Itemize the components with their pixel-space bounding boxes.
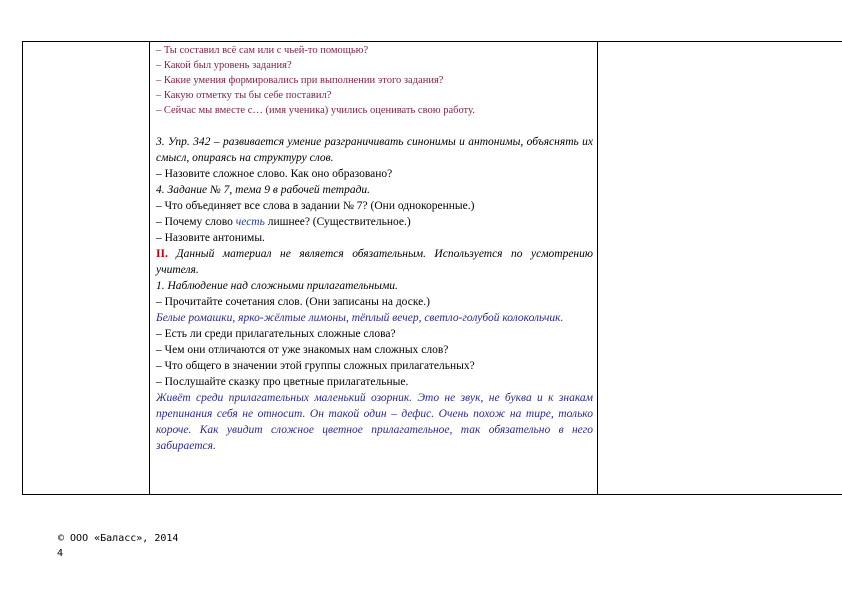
task4-line: – Назовите антонимы. (156, 232, 265, 244)
task3-heading: 3. Упр. 342 – развивается умение разграничивать синонимы и антонимы, объяснять их смысл, опираясь на структуру слов. (156, 136, 593, 164)
reflection-question: – Какую отметку ты бы себе поставил? (156, 90, 332, 101)
highlighted-word: честь (235, 216, 265, 228)
task1-question: – Что общего в значении этой группы сложных прилагательных? (156, 360, 475, 372)
task1-heading: 1. Наблюдение над сложными прилагательными. (156, 280, 398, 292)
notes-cell (598, 42, 842, 495)
task4-line-suffix: лишнее? (Существительное.) (264, 216, 411, 228)
fairy-tale-text: Живёт среди прилагательных маленький озорник. Это не звук, не буква и к знакам препинания себя не относит. Он такой один – дефис. Очень похож на тире, только короче. Как увидит сложное цветное прилагательное, так обязательно в него забирается. (156, 392, 593, 452)
page-number: 4 (57, 548, 64, 559)
task1-question: – Чем они отличаются от уже знакомых нам сложных слов? (156, 344, 449, 356)
section2-note (156, 246, 593, 278)
lesson-content (150, 42, 597, 454)
task4-line (156, 214, 593, 230)
section-numeral: II. (156, 248, 168, 260)
task4-line-prefix: – Почему слово (156, 216, 236, 228)
task1-question: – Есть ли среди прилагательных сложные слова? (156, 328, 396, 340)
reflection-question: – Сейчас мы вместе с… (имя ученика) учились оценивать свою работу. (156, 105, 475, 116)
copyright-text: © ООО «Баласс», 2014 (58, 533, 179, 544)
reflection-question: – Ты составил всё сам или с чьей-то помощью? (156, 45, 369, 56)
task3-line: – Назовите сложное слово. Как оно образовано? (156, 168, 393, 180)
reflection-question: – Какие умения формировались при выполнении этого задания? (156, 75, 444, 86)
lesson-table (22, 41, 842, 495)
task1-question: – Послушайте сказку про цветные прилагательные. (156, 376, 409, 388)
task1-line: – Прочитайте сочетания слов. (Они записаны на доске.) (156, 296, 430, 308)
section-note-text: Данный материал не является обязательным. Используется по усмотрению учителя. (156, 248, 593, 276)
reflection-question: – Какой был уровень задания? (156, 60, 292, 71)
task4-heading: 4. Задание № 7, тема 9 в рабочей тетради. (156, 184, 371, 196)
task4-line: – Что объединяет все слова в задании № 7? (Они однокоренные.) (156, 200, 475, 212)
word-combinations: Белые ромашки, ярко-жёлтые лимоны, тёплый вечер, светло-голубой колокольчик. (156, 312, 564, 324)
content-cell (150, 42, 598, 495)
stage-cell (23, 42, 150, 495)
table-row (23, 42, 842, 495)
